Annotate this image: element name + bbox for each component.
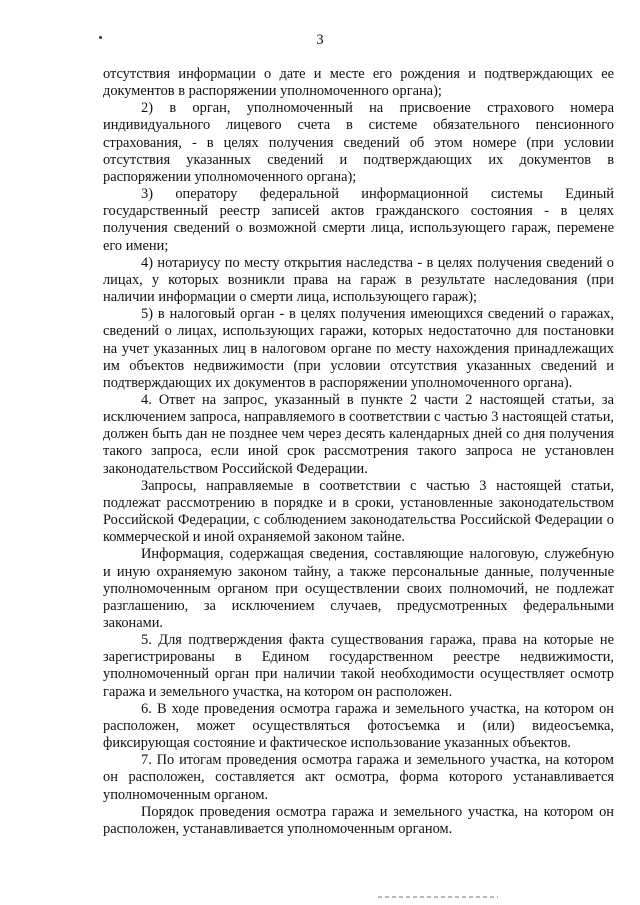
paragraph-procedure: Порядок проведения осмотра гаража и земельного участка, на котором он расположен, устанавливается уполномоченным органом. [103,803,614,837]
scan-artifact-line [378,896,498,898]
paragraph-requests: Запросы, направляемые в соответствии с частью 3 настоящей статьи, подлежат рассмотрению в порядке и в сроки, установленные законодательством Российской Федерации, с соблюдением законодательства Российской Федерации о коммерческой и иной охраняемой законом тайне. [103,477,614,546]
paragraph-part-7: 7. По итогам проведения осмотра гаража и земельного участка, на котором он расположен, составляется акт осмотра, форма которого устанавливается уполномоченным органом. [103,752,614,803]
paragraph-part-6: 6. В ходе проведения осмотра гаража и земельного участка, на котором он расположен, может осуществляться фотосъемка и (или) видеосъемка, фиксирующая состояние и фактическое использование указанных объектов. [103,700,614,752]
paragraph-item-5: 5) в налоговый орган - в целях получения имеющихся сведений о гаражах, сведений о лицах, использующих гаражи, которых недостаточно для постановки на учет указанных лиц в налоговом органе по месту нахождения принадлежащих им объектов недвижимости (при условии отсутствия указанных сведений и подтверждающих их документов в распоряжении уполномоченного органа). [103,306,614,391]
paragraph-continuation: отсутствия информации о дате и месте его рождения и подтверждающих ее документов в распоряжении уполномоченного органа); [103,66,614,100]
paragraph-item-2: 2) в орган, уполномоченный на присвоение страхового номера индивидуального лицевого счета в системе обязательного пенсионного страхования, - в целях получения сведений об этом номере (при условии отсутствия указанных сведений и подтверждающих их документов в распоряжении уполномоченного органа); [103,100,614,185]
paragraph-part-4: 4. Ответ на запрос, указанный в пункте 2 части 2 настоящей статьи, за исключением запроса, направляемого в соответствии с частью 3 настоящей статьи, должен быть дан не позднее чем через десять календарных дней со дня получения такого запроса, если иной срок рассмотрения такого запроса не установлен законодательством Российской Федерации. [103,391,614,477]
paragraph-item-4: 4) нотариусу по месту открытия наследства - в целях получения сведений о лицах, у которых возникли права на гараж в результате наследования (при наличии информации о смерти лица, использующего гараж); [103,254,614,306]
paragraph-item-3: 3) оператору федеральной информационной системы Единый государственный реестр записей актов гражданского состояния - в целях получения сведений о возможной смерти лица, использующего гараж, перемене его имени; [103,186,614,254]
paragraph-information: Информация, содержащая сведения, составляющие налоговую, служебную и иную охраняемую законом тайну, а также персональные данные, полученные уполномоченным органом при осуществлении своих полномочий, не подлежат разглашению, за исключением случаев, предусмотренных федеральными законами. [103,546,614,631]
paragraph-part-5: 5. Для подтверждения факта существования гаража, права на которые не зарегистрированы в Едином государственном реестре недвижимости, уполномоченный орган при наличии такой необходимости осуществляет осмотр гаража и земельного участка, на котором он расположен. [103,632,614,700]
document-body [103,66,614,838]
page-number: 3 [316,32,324,48]
